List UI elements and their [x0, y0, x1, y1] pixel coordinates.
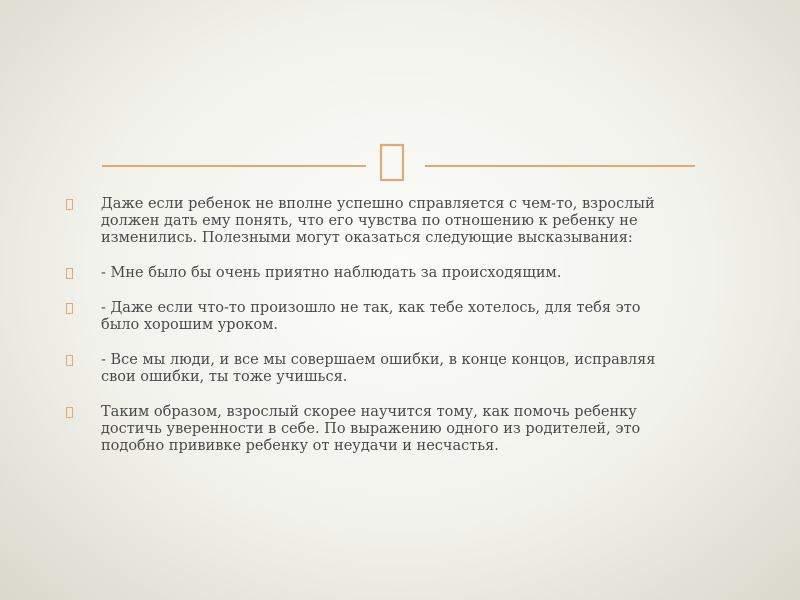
missing-glyph-bullet-icon: [66, 199, 73, 210]
list-item: [66, 300, 746, 334]
list-item: [66, 404, 746, 455]
divider-line-right: [425, 165, 695, 167]
missing-glyph-bullet-icon: [66, 268, 73, 279]
title-divider: [0, 142, 800, 182]
missing-glyph-bullet-icon: [66, 303, 73, 314]
list-item: [66, 196, 746, 247]
bullet-list: [66, 196, 746, 473]
list-item-text: - Мне было бы очень приятно наблюдать за происходящим.: [101, 265, 562, 281]
missing-glyph-bullet-icon: [66, 355, 73, 366]
list-item: [66, 352, 746, 386]
list-item: [66, 265, 746, 282]
list-item-text: Даже если ребенок не вполне успешно справляется с чем-то, взрослый должен дать ему понять, что его чувства по отношению к ребенку не изменились. Полезными могут оказаться следующие высказывания:: [101, 196, 655, 246]
divider-line-left: [102, 165, 366, 167]
missing-glyph-bullet-icon: [66, 407, 73, 418]
list-item-text: Таким образом, взрослый скорее научится тому, как помочь ребенку достичь уверенности в себе. По выражению одного из родителей, это подобно прививке ребенку от неудачи и несчастья.: [101, 404, 641, 454]
list-item-text: - Все мы люди, и все мы совершаем ошибки, в конце концов, исправляя свои ошибки, ты тоже учишься.: [101, 352, 656, 385]
list-item-text: - Даже если что-то произошло не так, как тебе хотелось, для тебя это было хорошим уроком.: [101, 300, 641, 333]
missing-glyph-icon: [378, 142, 408, 182]
